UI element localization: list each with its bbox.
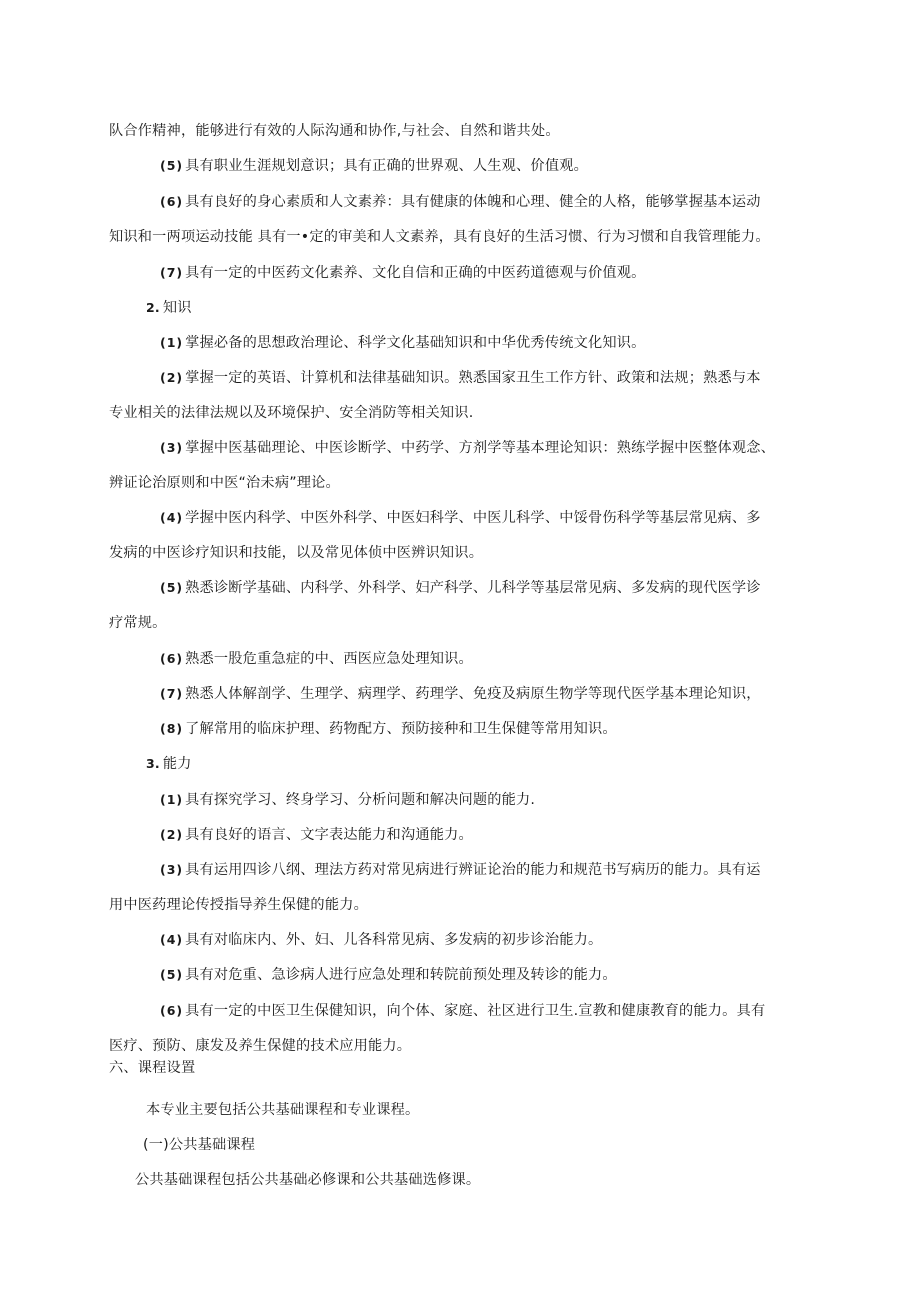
list-item: (3) 掌握中医基础理论、中医诊断学、中药学、方剂学等基本理论知识：熟练学握中医整体观念、 — [160, 440, 776, 456]
chapter-heading: 六、课程设置 — [109, 1060, 196, 1076]
list-item: (5) 熟悉诊断学基础、内科学、外科学、妇产科学、儿科学等基层常见病、多发病的现代医学诊 — [160, 580, 761, 596]
list-item: (1) 掌握必备的思想政治理论、科学文化基础知识和中华优秀传统文化知识。 — [160, 335, 646, 351]
paragraph-line: 队合作精神，能够进行有效的人际沟通和协作,与社会、自然和谐共处。 — [109, 123, 560, 139]
section-heading: 3. 能力 — [146, 756, 192, 772]
list-item: (6) 具有良好的身心素质和人文素养：具有健康的体魄和心理、健全的人格，能够掌握基本运动 — [160, 194, 761, 210]
section-heading: 2. 知识 — [146, 300, 192, 316]
paragraph-line: 发病的中医诊疗知识和技能，以及常见体侦中医辨识知识。 — [109, 545, 484, 561]
list-item: (1) 具有探究学习、终身学习、分析问题和解决问题的能力. — [160, 792, 536, 808]
paragraph-line: 公共基础课程包括公共基础必修课和公共基础选修课。 — [135, 1172, 481, 1188]
paragraph-line: 疗常规。 — [109, 615, 167, 631]
list-item: (8) 了解常用的临床护理、药物配方、预防接种和卫生保健等常用知识。 — [160, 721, 617, 737]
list-item: (4) 学握中医内科学、中医外科学、中医妇科学、中医儿科学、中馁骨伤科学等基层常见病、多 — [160, 510, 761, 526]
list-item: (2) 掌握一定的英语、计算机和法律基础知识。熟悉国家丑生工作方针、政策和法规；熟悉与本 — [160, 370, 761, 386]
list-item: (6) 熟悉一股危重急症的中、西医应急处理知识。 — [160, 651, 473, 667]
list-item: (6) 具有一定的中医卫生保健知识，向个体、家庭、社区进行卫生.宣教和健康教育的能力。具有 — [160, 1003, 766, 1019]
paragraph-line: 用中医药理论传授指导养生保健的能力。 — [109, 897, 368, 913]
paragraph-line: 知识和一两项运动技能 具有一•定的审美和人文素养，具有良好的生活习惯、行为习惯和自我管理能力。 — [109, 229, 770, 245]
list-item: (5) 具有对危重、急诊病人进行应急处理和转院前预处理及转诊的能力。 — [160, 967, 617, 983]
list-item: (3) 具有运用四诊八纲、理法方药对常见病进行辨证论治的能力和规范书写病历的能力。具有运 — [160, 862, 761, 878]
paragraph-line: 专业相关的法律法规以及环境保护、安全消防等相关知识. — [109, 405, 474, 421]
list-item: (7) 具有一定的中医药文化素养、文化自信和正确的中医药道德观与价值观。 — [160, 265, 646, 281]
list-item: (2) 具有良好的语言、文字表达能力和沟通能力。 — [160, 827, 473, 843]
paragraph-line: 医疗、预防、康发及养生保健的技术应用能力。 — [109, 1038, 412, 1054]
paragraph-line: 本专业主要包括公共基础课程和专业课程。 — [146, 1102, 420, 1118]
list-item: (7) 熟悉人体解剖学、生理学、病理学、药理学、免疫及病原生物学等现代医学基本理论知识， — [160, 686, 761, 702]
subsection-heading: (一)公共基础课程 — [143, 1137, 256, 1153]
list-item: (4) 具有对临床内、外、妇、儿各科常见病、多发病的初步诊治能力。 — [160, 932, 603, 948]
list-item: (5) 具有职业生涯规划意识；具有正确的世界观、人生观、价值观。 — [160, 158, 588, 174]
paragraph-line: 辨证论治原则和中医“治未病”理论。 — [109, 475, 340, 491]
